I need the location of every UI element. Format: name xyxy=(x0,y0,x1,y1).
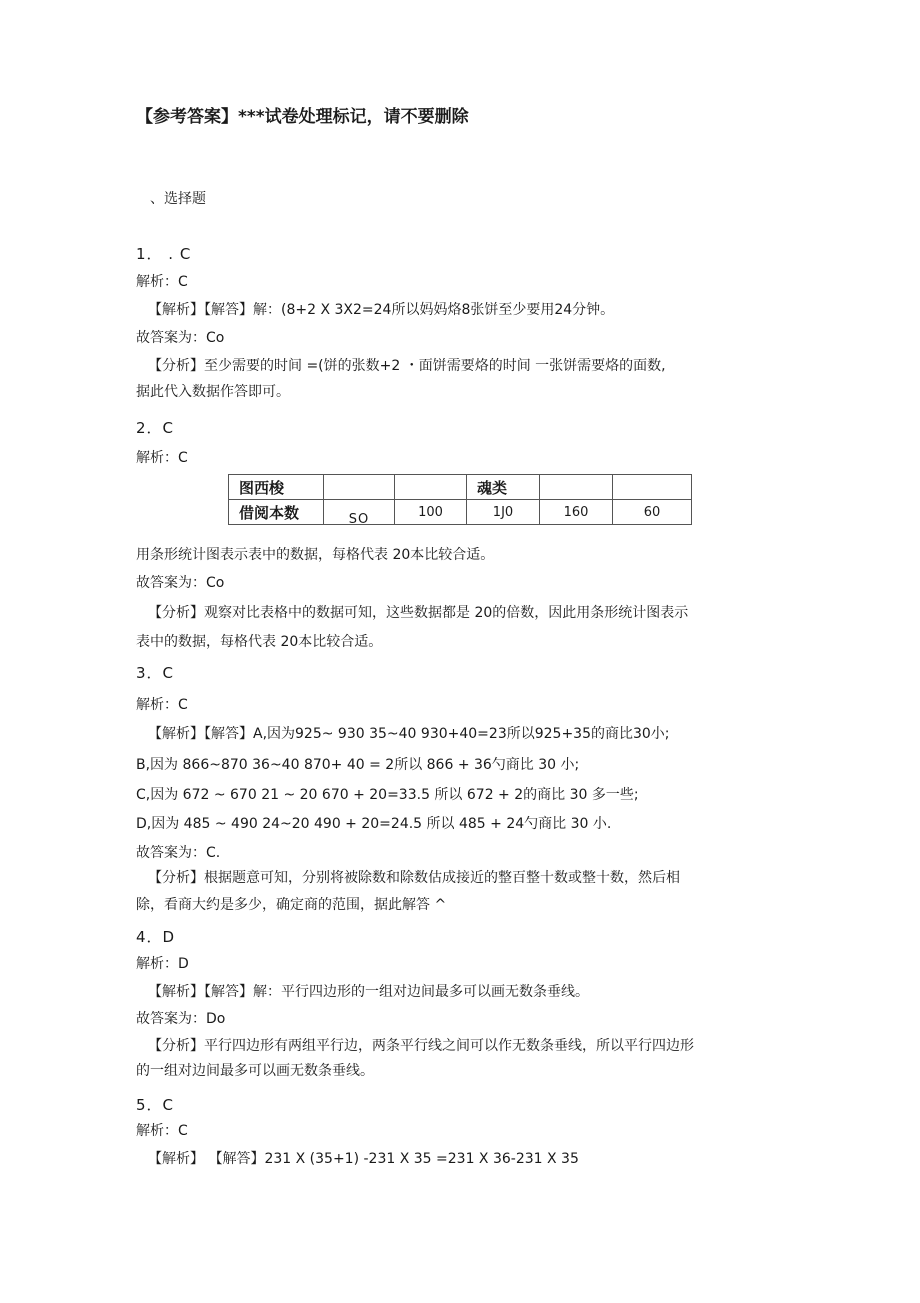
question-1-number: 1． . C xyxy=(136,245,192,263)
question-4-note-line-1: 【分析】平行四边形有两组平行边，两条平行线之间可以作无数条垂线，所以平行四边形 xyxy=(148,1038,694,1054)
table-cell xyxy=(324,475,395,500)
question-5-number: 5．C xyxy=(136,1096,175,1114)
question-2-line-1: 用条形统计图表示表中的数据，每格代表 20本比较合适。 xyxy=(136,547,495,563)
table-cell xyxy=(395,475,467,500)
table-cell xyxy=(613,475,692,500)
table-cell-value: SO xyxy=(348,511,370,527)
table-cell: 魂类 xyxy=(467,475,540,500)
question-2-number: 2．C xyxy=(136,419,175,437)
question-1-analysis: 解析：C xyxy=(136,274,188,290)
table-cell: 借阅本数 xyxy=(229,500,324,525)
table-cell xyxy=(324,500,395,525)
question-4-number: 4．D xyxy=(136,928,176,946)
question-1-note-line-1: 【分析】至少需要的时间 =(饼的张数+2 ・面饼需要烙的时间 一张饼需要烙的面数, xyxy=(148,358,666,374)
table-row xyxy=(229,475,692,500)
table-cell: 60 xyxy=(613,500,692,525)
question-1-note-line-2: 据此代入数据作答即可。 xyxy=(136,384,290,400)
table-cell xyxy=(540,475,613,500)
question-3-note-line-2: 除，看商大约是多少，确定商的范围，据此解答 ^ xyxy=(136,897,447,913)
question-3-solution-b: B,因为 866~870 36~40 870+ 40 = 2所以 866 + 36勺商比 30 小; xyxy=(136,757,580,773)
question-3-analysis: 解析：C xyxy=(136,697,188,713)
question-2-analysis: 解析：C xyxy=(136,450,188,466)
question-3-solution-d: D,因为 485 ~ 490 24~20 490 + 20=24.5 所以 485 + 24勺商比 30 小. xyxy=(136,816,612,832)
table-cell: 1J0 xyxy=(467,500,540,525)
question-4-note-line-2: 的一组对边间最多可以画无数条垂线。 xyxy=(136,1063,374,1079)
question-5-analysis: 解析：C xyxy=(136,1123,188,1139)
question-4-solution: 【解析】【解答】解：平行四边形的一组对边间最多可以画无数条垂线。 xyxy=(148,984,589,1000)
data-table xyxy=(228,474,692,525)
table-cell: 160 xyxy=(540,500,613,525)
question-5-solution: 【解析】 【解答】231 X (35+1) -231 X 35 =231 X 36-231 X 35 xyxy=(148,1151,579,1167)
section-heading: 、选择题 xyxy=(150,191,206,207)
question-3-solution-a: 【解析】【解答】A,因为925~ 930 35~40 930+40=23所以925+35的商比30小; xyxy=(148,726,670,742)
question-2-note-line-1: 【分析】观察对比表格中的数据可知，这些数据都是 20的倍数，因此用条形统计图表示 xyxy=(148,605,689,621)
question-3-number: 3．C xyxy=(136,664,175,682)
table-row xyxy=(229,500,692,525)
question-1-answer: 故答案为：Co xyxy=(136,330,225,346)
table-cell: 图西梭 xyxy=(229,475,324,500)
question-2-answer: 故答案为：Co xyxy=(136,575,225,591)
question-4-answer: 故答案为：Do xyxy=(136,1011,226,1027)
question-2-note-line-2: 表中的数据，每格代表 20本比较合适。 xyxy=(136,634,383,650)
question-3-note-line-1: 【分析】根据题意可知，分别将被除数和除数估成接近的整百整十数或整十数，然后相 xyxy=(148,870,680,886)
question-3-solution-c: C,因为 672 ~ 670 21 ~ 20 670 + 20=33.5 所以 672 + 2的商比 30 多一些; xyxy=(136,787,639,803)
question-1-solution: 【解析】【解答】解：(8+2 X 3X2=24所以妈妈烙8张饼至少要用24分钟。 xyxy=(148,302,615,318)
page-title: 【参考答案】***试卷处理标记，请不要删除 xyxy=(136,107,469,127)
question-4-analysis: 解析：D xyxy=(136,956,189,972)
table-cell: 100 xyxy=(395,500,467,525)
question-3-answer: 故答案为：C. xyxy=(136,845,221,861)
